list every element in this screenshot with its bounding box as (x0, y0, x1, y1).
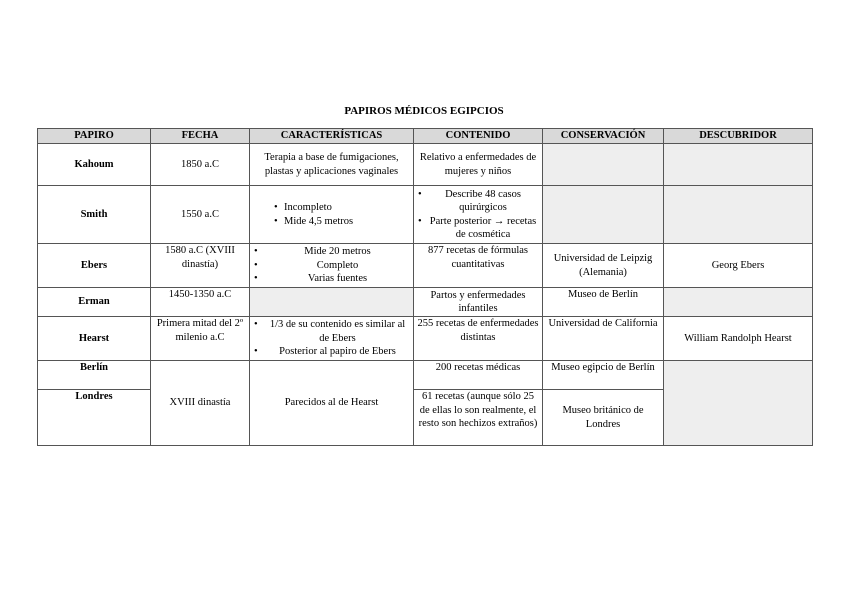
papyrus-date: 1450-1350 a.C (151, 288, 250, 317)
papyrus-features: Terapia a base de fumigaciones, plastas y aplicaciones vaginales (250, 144, 414, 186)
papyrus-name: Ebers (38, 244, 151, 288)
papyrus-name: Hearst (38, 317, 151, 361)
papyrus-discoverer: William Randolph Hearst (664, 317, 813, 361)
papyrus-conservation: Universidad de California (543, 317, 664, 361)
content-item: • Describe 48 casos quirúrgicos (416, 188, 540, 215)
papyrus-content (414, 186, 543, 244)
papyrus-discoverer-empty (664, 288, 813, 317)
feature-item: • Completo (252, 259, 411, 273)
papyrus-features-empty (250, 288, 414, 317)
papyrus-conservation-empty (543, 144, 664, 186)
table-row-ebers (38, 244, 813, 288)
papyrus-content: 200 recetas médicas (414, 361, 543, 390)
feature-item: • Incompleto (272, 201, 411, 215)
header-contenido: CONTENIDO (414, 129, 543, 144)
papyrus-features (250, 244, 414, 288)
table-row-smith (38, 186, 813, 244)
papyrus-name: Londres (38, 390, 151, 446)
papyrus-conservation-empty (543, 186, 664, 244)
header-conservacion: CONSERVACIÓN (543, 129, 664, 144)
papyrus-date: 1850 a.C (151, 144, 250, 186)
header-fecha: FECHA (151, 129, 250, 144)
papyrus-date-shared: XVIII dinastía (151, 361, 250, 446)
papyrus-conservation: Universidad de Leipzig (Alemania) (543, 244, 664, 288)
header-row (38, 129, 813, 144)
papyrus-content: 61 recetas (aunque sólo 25 de ellas lo son realmente, el resto son hechizos extraños) (414, 390, 543, 446)
feature-item: • Mide 20 metros (252, 245, 411, 259)
document-title: PAPIROS MÉDICOS EGIPCIOS (344, 105, 504, 117)
papyrus-features-shared: Parecidos al de Hearst (250, 361, 414, 446)
header-caracteristicas: CARACTERÍSTICAS (250, 129, 414, 144)
papyrus-features (250, 317, 414, 361)
papyrus-conservation: Museo egipcio de Berlín (543, 361, 664, 390)
papyrus-content: 255 recetas de enfermedades distintas (414, 317, 543, 361)
papyrus-discoverer-empty (664, 361, 813, 446)
papyrus-conservation: Museo británico de Londres (543, 390, 664, 446)
table-row-kahoum (38, 144, 813, 186)
feature-item: • Mide 4,5 metros (272, 215, 411, 229)
papyrus-features (250, 186, 414, 244)
papyrus-name: Erman (38, 288, 151, 317)
papyrus-name: Berlín (38, 361, 151, 390)
table-row-hearst (38, 317, 813, 361)
papyrus-content: Relativo a enfermedades de mujeres y niños (414, 144, 543, 186)
header-descubridor: DESCUBRIDOR (664, 129, 813, 144)
feature-item: • Posterior al papiro de Ebers (252, 345, 411, 359)
papyrus-date: 1550 a.C (151, 186, 250, 244)
feature-item: • 1/3 de su contenido es similar al de Ebers (252, 318, 411, 345)
table-row-berlin (38, 361, 813, 390)
papyrus-name: Kahoum (38, 144, 151, 186)
papyrus-name: Smith (38, 186, 151, 244)
papyrus-date: Primera mitad del 2º milenio a.C (151, 317, 250, 361)
papyrus-date: 1580 a.C (XVIII dinastía) (151, 244, 250, 288)
header-papiro: PAPIRO (38, 129, 151, 144)
table-row-erman (38, 288, 813, 317)
papyrus-discoverer-empty (664, 186, 813, 244)
papyrus-discoverer-empty (664, 144, 813, 186)
papyrus-content: 877 recetas de fórmulas cuantitativas (414, 244, 543, 288)
papyrus-content: Partos y enfermedades infantiles (414, 288, 543, 317)
papyrus-conservation: Museo de Berlín (543, 288, 664, 317)
papyri-table (37, 128, 813, 446)
papyrus-discoverer: Georg Ebers (664, 244, 813, 288)
content-item: • Parte posterior → recetas de cosmética (416, 215, 540, 242)
feature-item: • Varias fuentes (252, 272, 411, 286)
